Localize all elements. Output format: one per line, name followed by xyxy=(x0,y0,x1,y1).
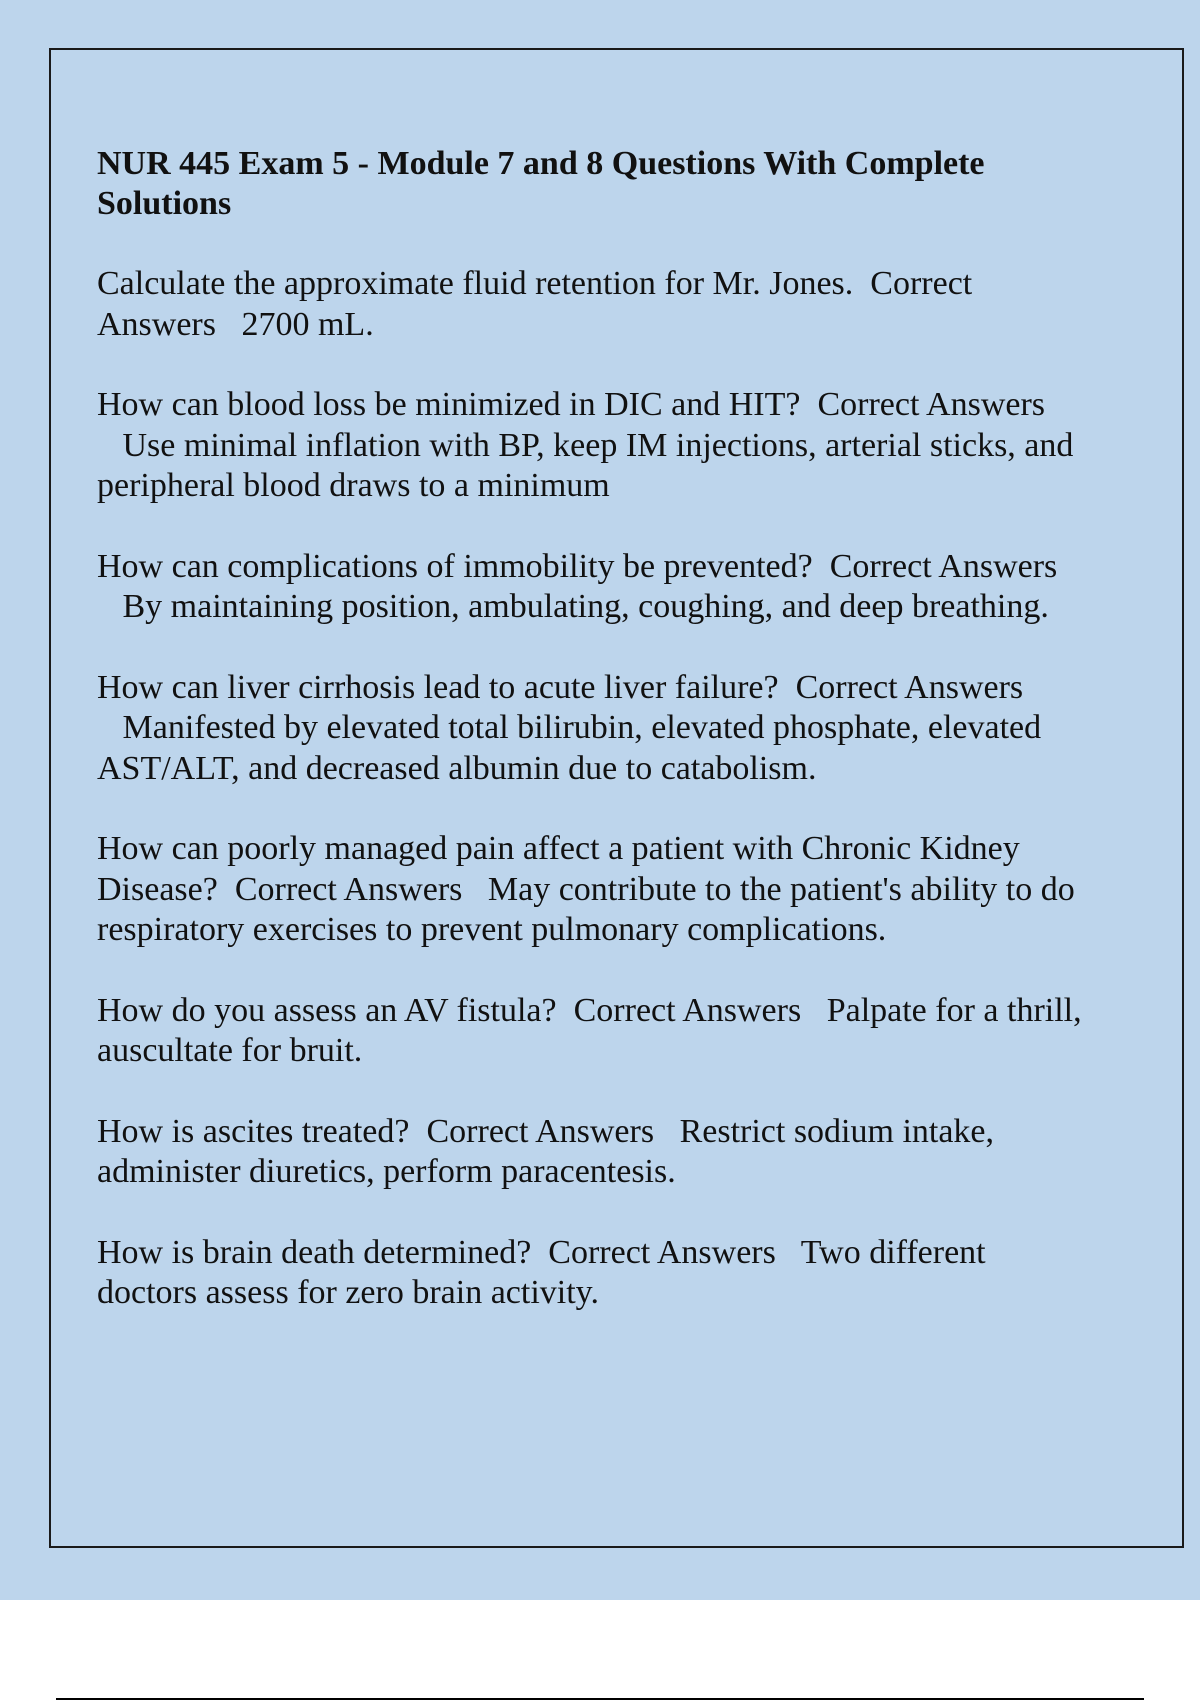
question-text: How can blood loss be minimized in DIC and HIT? xyxy=(97,386,801,423)
question-text: How can liver cirrhosis lead to acute liver failure? xyxy=(97,668,779,706)
qa-item xyxy=(97,1233,1087,1314)
answer-text: Use minimal inflation with BP, keep IM injections, arterial sticks, and peripheral blood draws to a minimum xyxy=(97,426,1074,504)
qa-item xyxy=(97,547,1087,628)
answer-label: Correct Answers xyxy=(548,1233,776,1271)
answer-label: Correct Answers xyxy=(573,991,802,1029)
answer-text: By maintaining position, ambulating, coughing, and deep breathing. xyxy=(122,588,1049,625)
answer-text: 2700 mL. xyxy=(241,305,374,343)
answer-text: Manifested by elevated total bilirubin, elevated phosphate, elevated AST/ALT, and decreased albumin due to catabolism. xyxy=(97,709,1042,787)
qa-item xyxy=(97,1112,1087,1193)
answer-label: Correct Answers xyxy=(795,668,1024,706)
answer-text: Restrict sodium intake, administer diuretics, perform paracentesis. xyxy=(97,1112,995,1190)
question-text: How can poorly managed pain affect a patient with Chronic Kidney Disease? xyxy=(97,830,1020,908)
qa-item xyxy=(97,385,1087,507)
qa-item xyxy=(97,829,1087,951)
answer-text: Two different doctors assess for zero brain activity. xyxy=(97,1233,986,1311)
qa-item xyxy=(97,991,1087,1072)
question-text: Calculate the approximate fluid retention for Mr. Jones. xyxy=(97,265,854,302)
answer-label: Correct Answers xyxy=(817,386,1046,423)
answer-label: Correct Answers xyxy=(426,1112,655,1150)
answer-label: Correct Answers xyxy=(234,870,463,908)
answer-label: Correct Answers xyxy=(97,265,973,343)
document-title: NUR 445 Exam 5 - Module 7 and 8 Questions With Complete Solutions xyxy=(97,145,985,222)
answer-text: May contribute to the patient's ability to do respiratory exercises to prevent pulmonary complications. xyxy=(97,870,1075,948)
question-text: How can complications of immobility be prevented? xyxy=(97,547,813,585)
document-content xyxy=(97,100,1087,1314)
qa-item xyxy=(97,264,1087,345)
question-text: How is brain death determined? xyxy=(97,1233,532,1271)
answer-text: Palpate for a thrill, auscultate for bruit. xyxy=(97,991,1082,1069)
question-text: How do you assess an AV fistula? xyxy=(97,991,557,1029)
answer-label: Correct Answers xyxy=(829,547,1058,585)
question-text: How is ascites treated? xyxy=(97,1112,410,1150)
qa-item xyxy=(97,668,1087,790)
